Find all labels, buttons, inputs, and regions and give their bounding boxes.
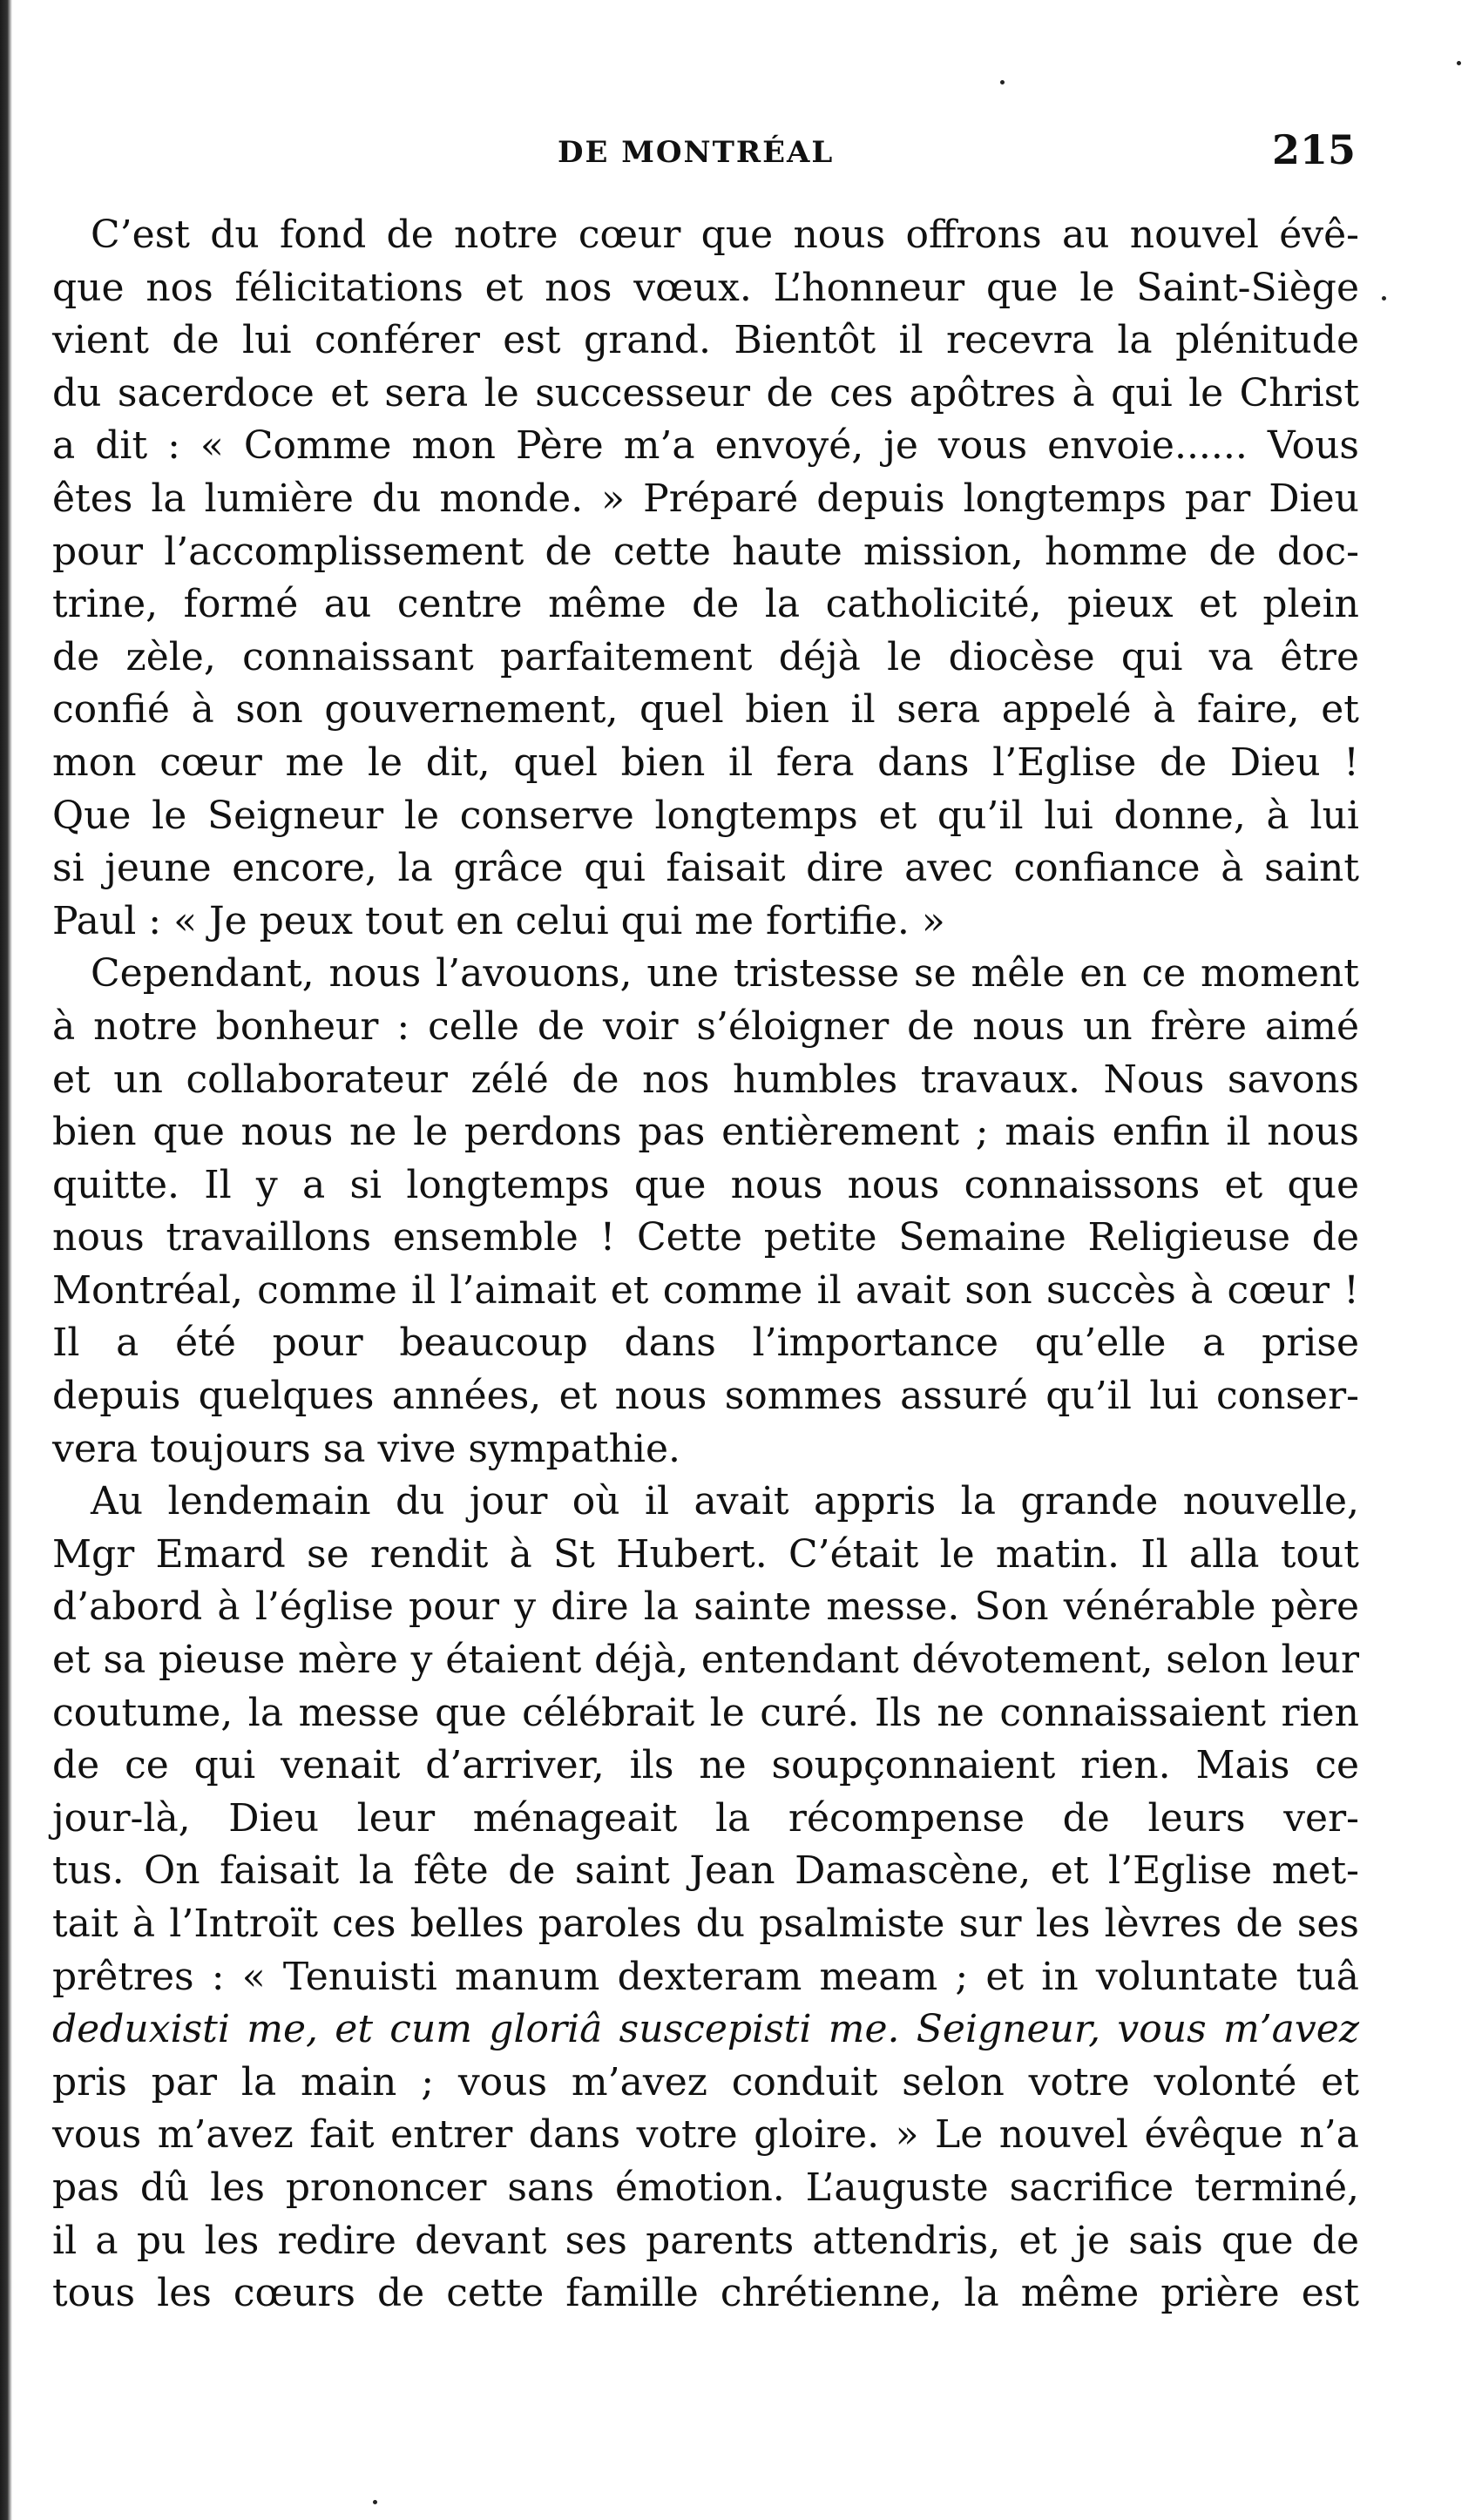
text-line: tus. On faisait la fête de saint Jean Damascène, et l’Eglise met- <box>52 1848 1359 1894</box>
text-line: Que le Seigneur le conserve longtemps et qu’il lui donne, à lui <box>52 793 1359 838</box>
text-line: pris par la main ; vous m’avez conduit selon votre volonté et <box>52 2059 1359 2105</box>
text-line: C’est du fond de notre cœur que nous offrons au nouvel évê- <box>91 213 1359 257</box>
text-line: deduxisti me, et cum gloriâ suscepisti me. Seigneur, vous m’avez <box>52 2007 1359 2052</box>
text-line: bien que nous ne le perdons pas entièrement ; mais enfin il nous <box>52 1110 1359 1155</box>
text-line: Montréal, comme il l’aimait et comme il avait son succès à cœur ! <box>52 1267 1359 1313</box>
text-line: que nos félicitations et nos vœux. L’honneur que le Saint-Siège <box>52 265 1359 310</box>
paragraph-2 <box>52 948 1359 1476</box>
text-line: coutume, la messe que célébrait le curé. Ils ne connaissaient rien <box>52 1690 1359 1735</box>
scan-edge <box>0 0 12 2520</box>
text-line: vient de lui conférer est grand. Bientôt il recevra la plénitude <box>52 318 1359 363</box>
running-head-title: DE MONTRÉAL <box>558 135 835 170</box>
text-line: Mgr Emard se rendit à St Hubert. C’était le matin. Il alla tout <box>52 1531 1359 1577</box>
running-head <box>0 126 1475 179</box>
text-line: à notre bonheur : celle de voir s’éloigner de nous un frère aimé <box>52 1003 1359 1049</box>
text-line: vera toujours sa vive sympathie. <box>52 1426 681 1471</box>
text-line: si jeune encore, la grâce qui faisait dire avec confiance à saint <box>52 846 1359 891</box>
scan-speck <box>373 2500 377 2504</box>
text-line: nous travaillons ensemble ! Cette petite Semaine Religieuse de <box>52 1215 1359 1260</box>
text-line: de zèle, connaissant parfaitement déjà le diocèse qui va être <box>52 634 1359 679</box>
text-line: confié à son gouvernement, quel bien il sera appelé à faire, et <box>52 687 1359 733</box>
text-line: et un collaborateur zélé de nos humbles travaux. Nous savons <box>52 1057 1359 1102</box>
text-line: mon cœur me le dit, quel bien il fera dans l’Eglise de Dieu ! <box>52 740 1359 785</box>
text-line: Cependant, nous l’avouons, une tristesse se mêle en ce moment <box>91 951 1359 997</box>
scan-speck <box>1457 61 1461 65</box>
text-line: jour-là, Dieu leur ménageait la récompense de leurs ver- <box>52 1795 1359 1841</box>
text-line: Il a été pour beaucoup dans l’importance qu’elle a prise <box>52 1321 1359 1366</box>
text-line: d’abord à l’église pour y dire la sainte messe. Son vénérable père <box>52 1584 1359 1630</box>
text-line: Paul : « Je peux tout en celui qui me fortifie. » <box>52 898 945 943</box>
text-line: prêtres : « Tenuisti manum dexteram meam ; et in voluntate tuâ <box>52 1954 1359 1999</box>
text-line: tait à l’Introït ces belles paroles du psalmiste sur les lèvres de ses <box>52 1902 1359 1946</box>
text-line: vous m’avez fait entrer dans votre gloire. » Le nouvel évêque n’a <box>52 2112 1359 2158</box>
text-line: tous les cœurs de cette famille chrétienne, la même prière est <box>52 2271 1359 2316</box>
text-line: pour l’accomplissement de cette haute mission, homme de doc- <box>52 529 1359 574</box>
text-line: et sa pieuse mère y étaient déjà, entendant dévotement, selon leur <box>52 1638 1359 1683</box>
text-line: depuis quelques années, et nous sommes assuré qu’il lui conser- <box>52 1374 1359 1419</box>
paragraph-1 <box>52 209 1359 948</box>
scan-speck <box>1382 296 1386 301</box>
text-line: a dit : « Comme mon Père m’a envoyé, je vous envoie...... Vous <box>52 423 1359 469</box>
page-number: 215 <box>1272 126 1357 173</box>
text-line: pas dû les prononcer sans émotion. L’auguste sacrifice terminé, <box>52 2165 1359 2210</box>
body-text <box>52 209 1359 2321</box>
text-line: du sacerdoce et sera le successeur de ces apôtres à qui le Christ <box>52 370 1359 415</box>
text-line: Au lendemain du jour où il avait appris la grande nouvelle, <box>91 1479 1359 1524</box>
text-line: trine, formé au centre même de la catholicité, pieux et plein <box>52 582 1359 627</box>
scan-speck <box>1000 80 1005 84</box>
text-line: êtes la lumière du monde. » Préparé depuis longtemps par Dieu <box>52 476 1359 521</box>
text-line: il a pu les redire devant ses parents attendris, et je sais que de <box>52 2218 1359 2263</box>
text-line: de ce qui venait d’arriver, ils ne soupçonnaient rien. Mais ce <box>52 1743 1359 1788</box>
text-line: quitte. Il y a si longtemps que nous nous connaissons et que <box>52 1162 1359 1207</box>
paragraph-3 <box>52 1476 1359 2321</box>
